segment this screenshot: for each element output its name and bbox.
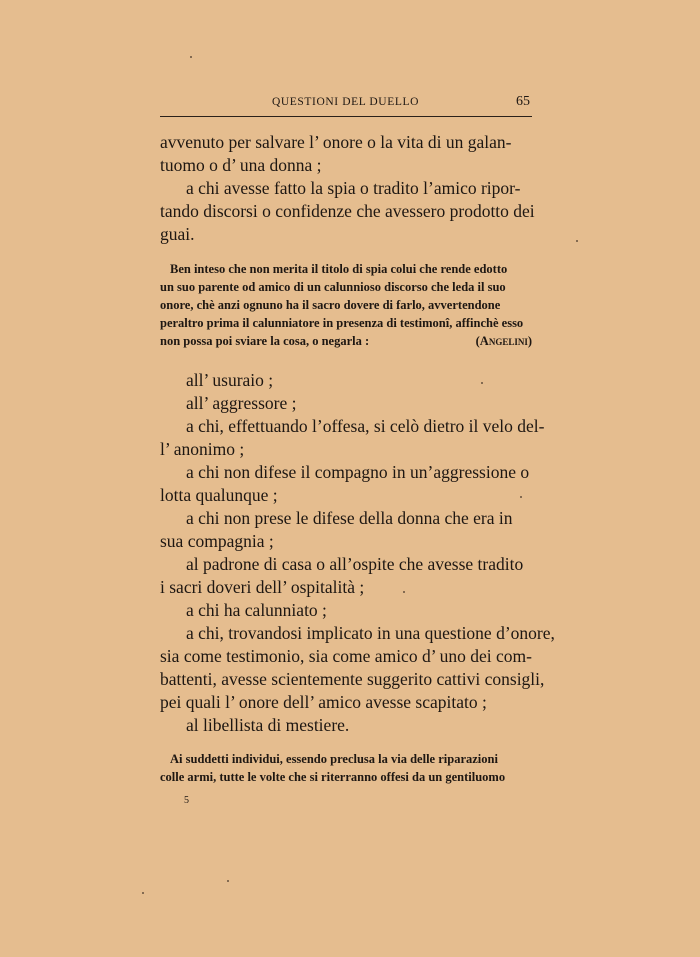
list-item: l’ anonimo ; (160, 439, 245, 459)
note-line: Ben inteso che non merita il titolo di spia colui che rende edotto (170, 262, 508, 276)
list-item: all’ usuraio ; (186, 370, 274, 390)
list-item: sia come testimonio, sia come amico d’ uno dei com- (160, 646, 532, 666)
list-item: i sacri doveri dell’ ospitalità ; (160, 577, 365, 597)
list-item: all’ aggressore ; (186, 393, 297, 413)
running-title: QUESTIONI DEL DUELLO (272, 96, 419, 108)
body-line: tuomo o d’ una donna ; (160, 155, 322, 175)
body-line: a chi avesse fatto la spia o tradito l’amico ripor- (186, 178, 521, 198)
note-line: peraltro prima il calunniatore in presenza di testimonî, affinchè esso (160, 316, 524, 330)
list-item: sua compagnia ; (160, 531, 274, 551)
list-item: a chi, effettuando l’offesa, si celò dietro il velo del- (186, 416, 545, 436)
list-item: battenti, avesse scientemente suggerito cattivi consigli, (160, 669, 545, 689)
list-item: a chi, trovandosi implicato in una questione d’onore, (186, 623, 555, 643)
paper-speck (520, 496, 522, 498)
signature-mark: 5 (184, 795, 189, 806)
body-line: guai. (160, 224, 195, 244)
list-item: lotta qualunque ; (160, 485, 278, 505)
note-line: un suo parente od amico di un calunnioso discorso che leda il suo (160, 280, 506, 294)
paper-speck (190, 56, 192, 58)
paper-speck (403, 591, 405, 593)
note-attribution: (Angelini) (475, 334, 532, 348)
note-last-line (160, 334, 532, 349)
list-item: al padrone di casa o all’ospite che avesse tradito (186, 554, 524, 574)
paper-speck (481, 382, 483, 384)
list-item: a chi non difese il compagno in un’aggressione o (186, 462, 530, 482)
closing-line: colle armi, tutte le volte che si riterranno offesi da un gentiluomo (160, 770, 506, 784)
list-item: al libellista di mestiere. (186, 715, 350, 735)
body-line: avvenuto per salvare l’ onore o la vita di un galan- (160, 132, 512, 152)
closing-line: Ai suddetti individui, essendo preclusa la via delle riparazioni (170, 752, 498, 766)
list-item: a chi ha calunniato ; (186, 600, 327, 620)
paper-speck (142, 892, 144, 894)
paper-speck (576, 240, 578, 242)
page-number: 65 (516, 94, 530, 109)
note-line: non possa poi sviare la cosa, o negarla : (160, 334, 370, 348)
paper-speck (227, 880, 229, 882)
page-header (160, 94, 532, 117)
list-item: a chi non prese le difese della donna che era in (186, 508, 513, 528)
body-line: tando discorsi o confidenze che avessero prodotto dei (160, 201, 535, 221)
note-line: onore, chè anzi ognuno ha il sacro dovere di farlo, avvertendone (160, 298, 501, 312)
list-item: pei quali l’ onore dell’ amico avesse scapitato ; (160, 692, 487, 712)
